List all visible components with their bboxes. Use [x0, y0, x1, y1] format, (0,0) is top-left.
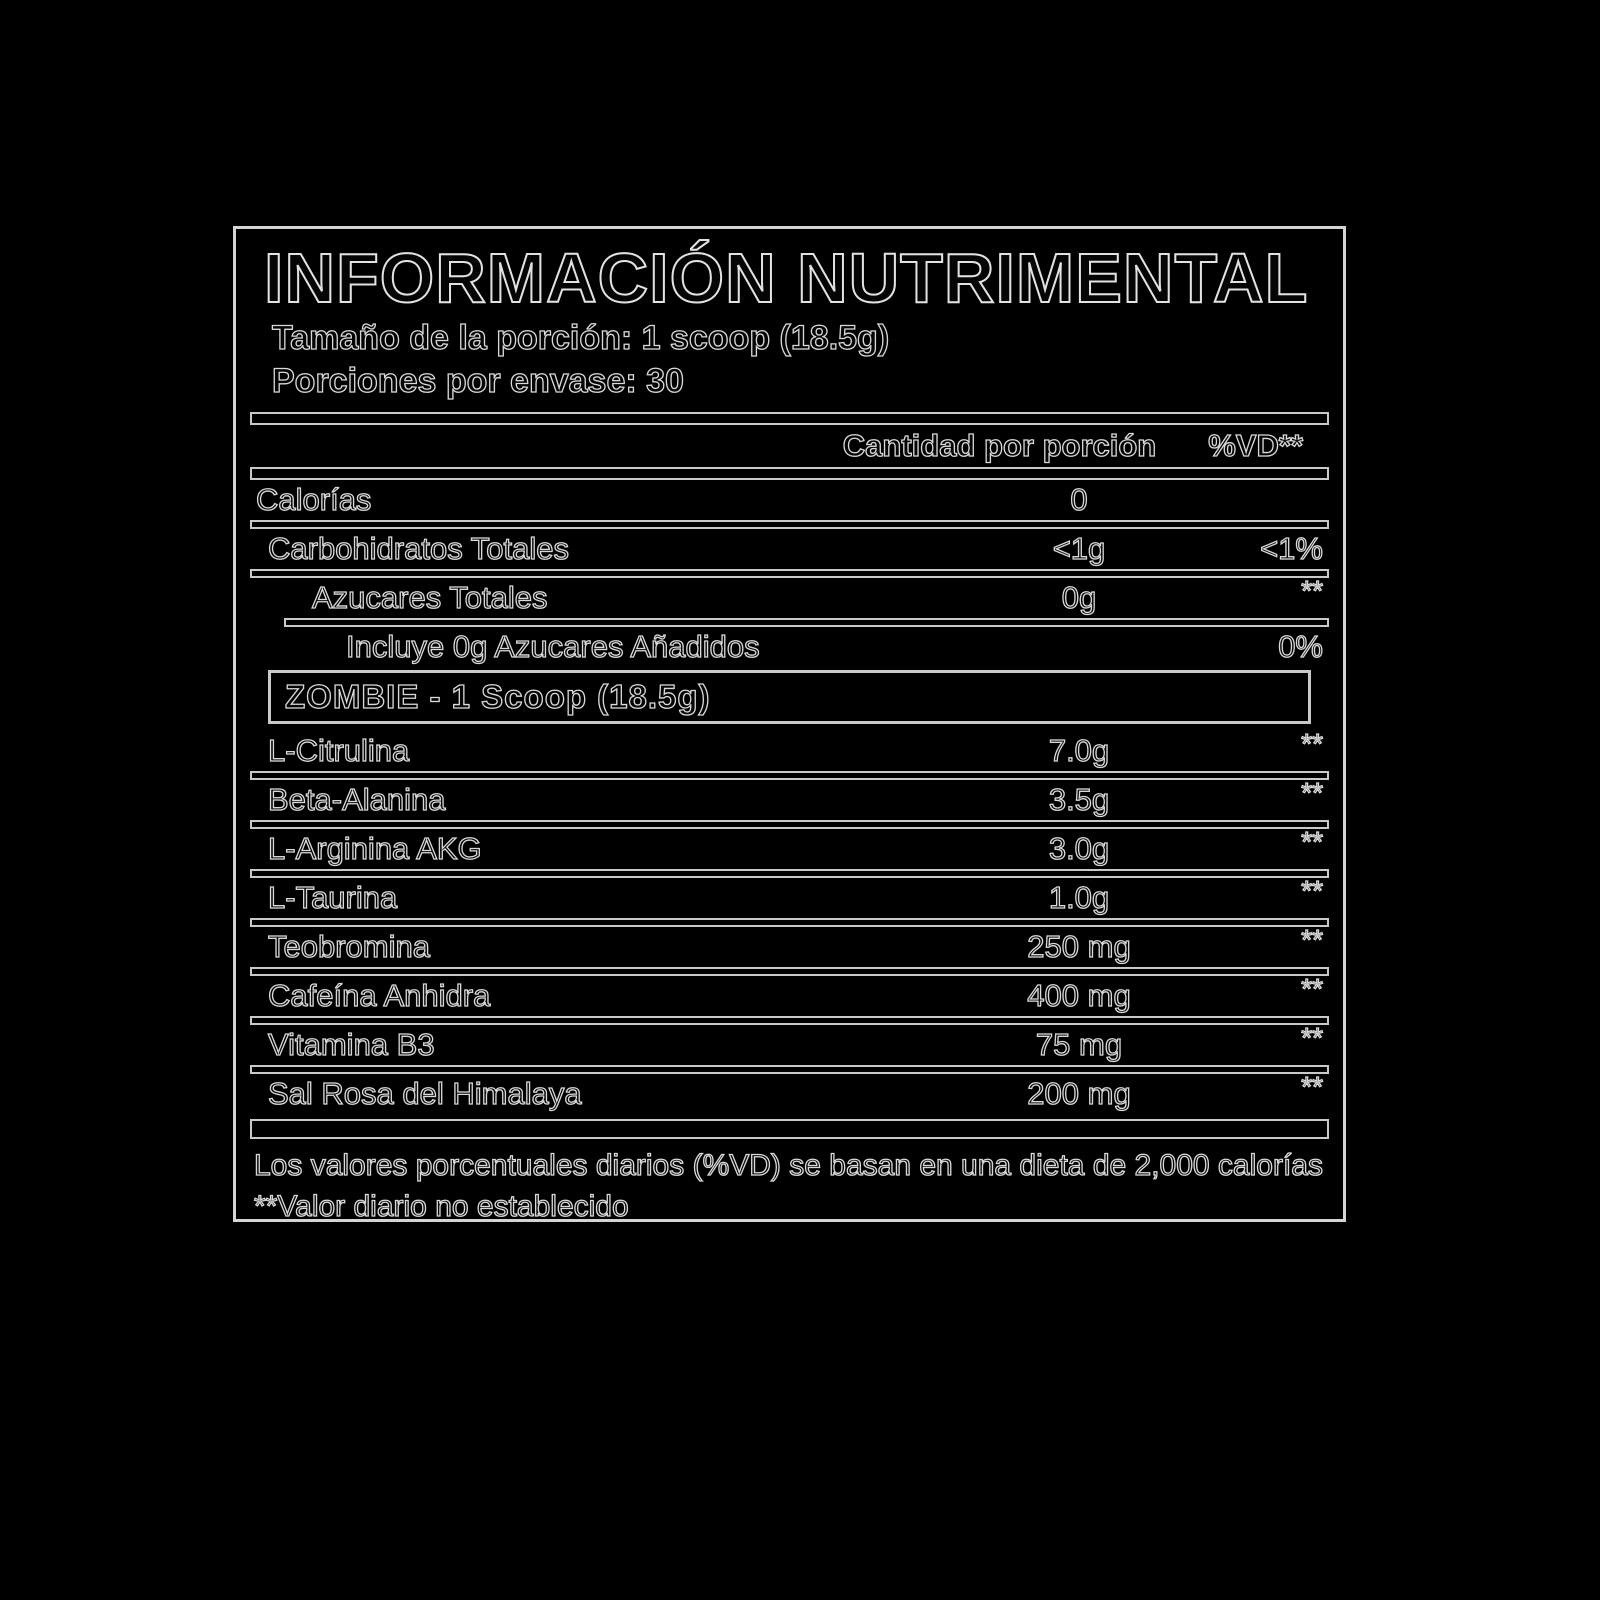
- separator-line: [250, 1016, 1329, 1025]
- ingredient-name: Teobromina: [268, 929, 430, 964]
- separator-line: [284, 618, 1329, 627]
- ingredient-amount: 1.0g: [1048, 880, 1110, 915]
- ingredient-row-arginine-akg: [250, 826, 1329, 869]
- ingredient-name: Sal Rosa del Himalaya: [268, 1076, 582, 1111]
- nutrient-row-calories: [250, 480, 1329, 520]
- serving-size-line: Tamaño de la porción: 1 scoop (18.5g): [272, 319, 890, 357]
- ingredient-amount: 7.0g: [1048, 733, 1110, 768]
- nutrient-dv: **: [1301, 575, 1323, 606]
- ingredient-dv: **: [1301, 875, 1323, 906]
- ingredient-row-citrulline: [250, 728, 1329, 771]
- section-header-label: ZOMBIE - 1 Scoop (18.5g): [285, 678, 711, 715]
- footnote-daily-values: Los valores porcentuales diarios (%VD) se basan en una dieta de 2,000 calorías: [254, 1149, 1323, 1182]
- footnotes: [250, 1145, 1329, 1227]
- nutrition-facts-panel: [233, 226, 1346, 1222]
- separator-line: [250, 820, 1329, 829]
- separator-line: [250, 771, 1329, 780]
- servings-per-container-line: Porciones por envase: 30: [272, 362, 684, 400]
- panel-title: INFORMACIÓN NUTRIMENTAL: [264, 239, 1309, 317]
- amount-column-header: Cantidad por porción: [842, 428, 1157, 463]
- ingredient-amount: 75 mg: [1035, 1027, 1123, 1062]
- separator-line: [250, 520, 1329, 529]
- separator-line: [250, 967, 1329, 976]
- ingredient-dv: **: [1301, 777, 1323, 808]
- nutrient-amount: 0g: [1061, 580, 1097, 615]
- column-header-row: [250, 427, 1329, 465]
- ingredient-name: Vitamina B3: [268, 1027, 435, 1062]
- ingredient-amount: 250 mg: [1027, 929, 1131, 964]
- nutrient-row-added-sugars: [250, 627, 1329, 667]
- ingredient-row-caffeine: [250, 973, 1329, 1016]
- nutrient-dv: 0%: [1278, 629, 1323, 664]
- ingredient-row-taurine: [250, 875, 1329, 918]
- separator-bar: [250, 467, 1329, 480]
- nutrient-name: Calorías: [256, 482, 372, 517]
- separator-bar: [250, 412, 1329, 425]
- nutrient-name: Carbohidratos Totales: [268, 531, 569, 566]
- ingredient-amount: 3.0g: [1048, 831, 1110, 866]
- nutrient-amount: 0: [1070, 482, 1088, 517]
- nutrient-row-total-sugars: [250, 575, 1329, 618]
- ingredient-dv: **: [1301, 826, 1323, 857]
- nutrient-name: Incluye 0g Azucares Añadidos: [346, 629, 760, 664]
- footnote-dv-not-established: **Valor diario no establecido: [254, 1190, 629, 1223]
- ingredient-name: Cafeína Anhidra: [268, 978, 491, 1013]
- ingredient-amount: 400 mg: [1027, 978, 1131, 1013]
- nutrient-dv: <1%: [1260, 531, 1323, 566]
- ingredient-name: L-Citrulina: [268, 733, 410, 768]
- ingredient-dv: **: [1301, 1071, 1323, 1102]
- separator-line: [250, 918, 1329, 927]
- ingredient-row-beta-alanine: [250, 777, 1329, 820]
- ingredient-name: L-Taurina: [268, 880, 398, 915]
- ingredient-dv: **: [1301, 728, 1323, 759]
- separator-bar: [250, 1119, 1329, 1139]
- ingredient-dv: **: [1301, 973, 1323, 1004]
- nutrient-amount: <1g: [1052, 531, 1106, 566]
- ingredient-name: Beta-Alanina: [268, 782, 446, 817]
- ingredient-row-pink-salt: [250, 1071, 1329, 1114]
- ingredient-dv: **: [1301, 1022, 1323, 1053]
- daily-value-column-header: %VD**: [1208, 428, 1303, 463]
- ingredient-dv: **: [1301, 924, 1323, 955]
- ingredient-row-theobromine: [250, 924, 1329, 967]
- separator-line: [250, 569, 1329, 578]
- section-header-box: [268, 670, 1311, 724]
- separator-line: [250, 1065, 1329, 1074]
- nutrient-name: Azucares Totales: [312, 580, 548, 615]
- separator-line: [250, 869, 1329, 878]
- ingredient-amount: 200 mg: [1027, 1076, 1131, 1111]
- nutrient-row-total-carbs: [250, 529, 1329, 569]
- ingredient-name: L-Arginina AKG: [268, 831, 482, 866]
- ingredient-amount: 3.5g: [1048, 782, 1110, 817]
- ingredient-row-vitamin-b3: [250, 1022, 1329, 1065]
